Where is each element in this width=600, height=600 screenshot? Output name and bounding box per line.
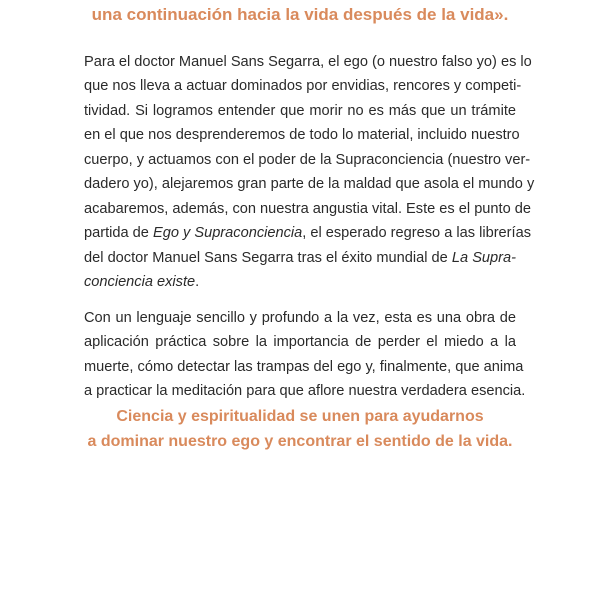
text-line: Con un lenguaje sencillo y profundo a la vez, esta es una obra de	[84, 310, 516, 326]
text-line: en el que nos desprenderemos de todo lo material, incluido nuestro	[84, 127, 520, 144]
text-line: cuerpo, y actuamos con el poder de la Supraconciencia (nuestro ver-	[84, 151, 531, 168]
book-title-la-supraconciencia-existe-part-1: La Supra-	[451, 249, 517, 266]
text-run: .	[195, 274, 200, 291]
tagline-line-2: a dominar nuestro ego y encontrar el sentido de la vida.	[87, 433, 513, 450]
text-line: tividad. Si logramos entender que morir no es más que un trámite	[84, 102, 516, 119]
book-title-ego-y-supraconciencia: Ego y Supraconciencia	[152, 225, 303, 242]
text-line: Para el doctor Manuel Sans Segarra, el ego (o nuestro falso yo) es lo	[84, 54, 532, 70]
text-run: , el esperado regreso a las librerías	[302, 225, 532, 242]
tagline	[0, 404, 600, 454]
text-line: acabaremos, además, con nuestra angustia vital. Este es el punto de	[84, 200, 531, 217]
book-title-la-supraconciencia-existe-part-2: conciencia existe	[84, 274, 196, 291]
quote-closing-line: una continuación hacia la vida después de la vida».	[91, 5, 509, 24]
text-run: partida de	[84, 225, 153, 242]
description-paragraph-1	[84, 50, 535, 295]
text-line	[84, 246, 516, 270]
text-line: dadero yo), alejaremos gran parte de la maldad que asola el mundo y	[84, 176, 535, 193]
text-line: aplicación práctica sobre la importancia de perder el miedo a la	[84, 334, 516, 351]
text-run: del doctor Manuel Sans Segarra tras el éxito mundial de	[84, 249, 452, 266]
text-line: muerte, cómo detectar las trampas del ego y, finalmente, que anima	[84, 358, 524, 375]
description-paragraph-2	[84, 306, 526, 404]
text-line: a practicar la meditación para que aflore nuestra verdadera esencia.	[84, 383, 526, 400]
text-line	[84, 221, 532, 245]
text-line: que nos lleva a actuar dominados por envidias, rencores y competi-	[84, 78, 522, 95]
text-line	[84, 270, 516, 294]
tagline-line-1: Ciencia y espiritualidad se unen para ayudarnos	[116, 408, 484, 425]
